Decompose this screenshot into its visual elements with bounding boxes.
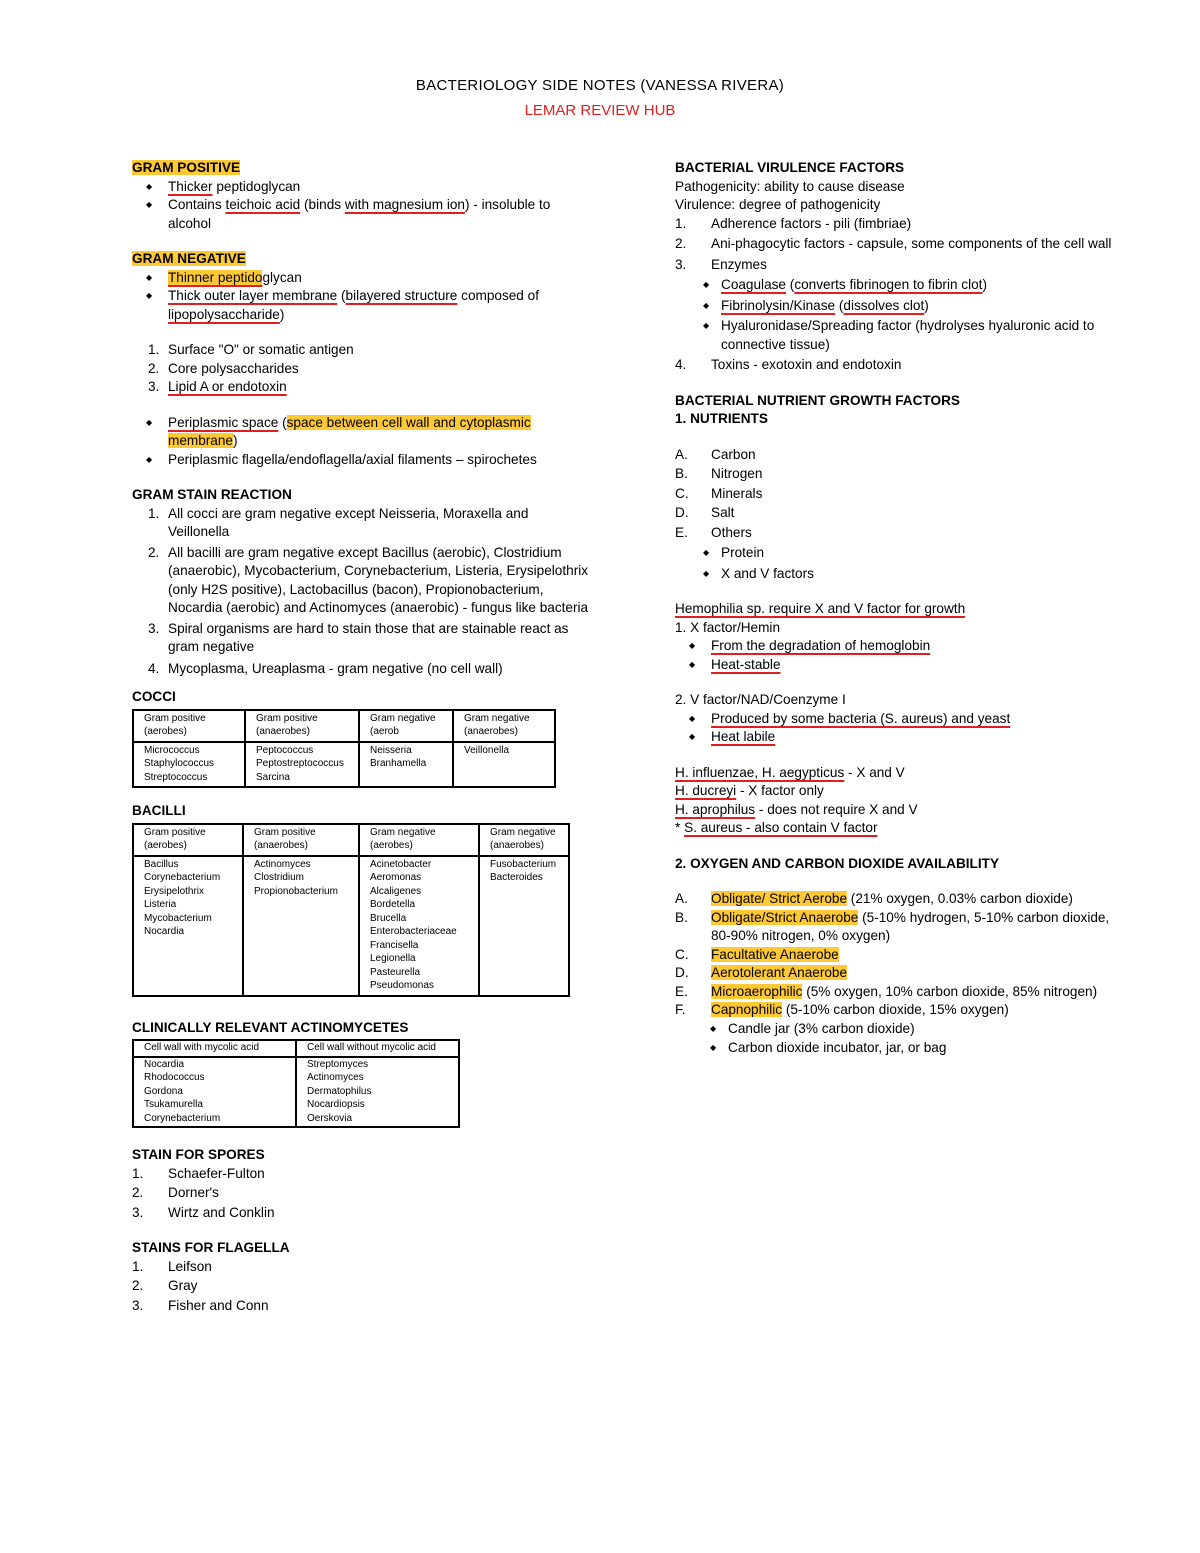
list-item: C. Facultative Anaerobe <box>675 946 839 962</box>
list-item: 2. Ani-phagocytic factors - capsule, some components of the cell wall <box>675 236 1112 251</box>
list-item: 4. Toxins - exotoxin and endotoxin <box>675 357 902 372</box>
list-item: 1. Surface "O" or somatic antigen <box>148 342 354 357</box>
list-item: D. Aerotolerant Anaerobe <box>675 965 848 980</box>
list-item: B. Nitrogen <box>675 466 763 481</box>
left-column <box>132 159 592 1315</box>
gram-negative-periplasm-list <box>132 414 592 470</box>
table-header-cell: Gram positive (aerobes) <box>133 824 243 856</box>
table-cell: Peptococcus Peptostreptococcus Sarcina <box>245 742 359 788</box>
list-item: ◆ Carbon dioxide incubator, jar, or bag <box>675 1039 1125 1058</box>
list-item: 1. All cocci are gram negative except Neisseria, Moraxella and Veillonella <box>148 505 529 539</box>
hemophilus-line: H. ducreyi - X factor only <box>675 783 824 798</box>
table-header-cell: Gram positive (anaerobes) <box>243 824 359 856</box>
oxygen-heading: 2. OXYGEN AND CARBON DIOXIDE AVAILABILITY <box>675 855 1000 871</box>
nutrients-list <box>675 446 1125 543</box>
table-cell: Neisseria Branhamella <box>359 742 453 788</box>
table-cell: Micrococcus Staphylococcus Streptococcus <box>133 742 245 788</box>
list-item: ◆ Produced by some bacteria (S. aureus) and yeast <box>675 710 1125 729</box>
list-item: F. Capnophilic (5-10% carbon dioxide, 15% oxygen) <box>675 1002 1009 1017</box>
list-item: 2. Core polysaccharides <box>148 360 299 376</box>
list-item: 1. Leifson <box>132 1258 212 1274</box>
list-item: 2. Gray <box>132 1278 198 1293</box>
gram-positive-list <box>132 178 592 234</box>
table-header-cell: Gram negative (aerob <box>359 710 453 742</box>
enzymes-list <box>675 276 1125 354</box>
bacilli-table <box>132 823 570 997</box>
list-item: 4. Mycoplasma, Ureaplasma - gram negative (no cell wall) <box>148 660 503 676</box>
list-item: ◆ Heat-stable <box>675 656 1125 675</box>
x-factor-list <box>675 637 1125 674</box>
list-item: ◆ Fibrinolysin/Kinase (dissolves clot) <box>675 297 1125 316</box>
list-item: 1. Adherence factors - pili (fimbriae) <box>675 215 912 231</box>
table-cell: Fusobacterium Bacteroides <box>479 856 569 996</box>
table-row <box>133 742 555 788</box>
table-header-cell: Gram positive (anaerobes) <box>245 710 359 742</box>
list-item: ◆ X and V factors <box>675 565 1125 584</box>
table-cell: Nocardia Rhodococcus Gordona Tsukamurella Corynebacterium <box>133 1057 296 1128</box>
gram-negative-components <box>132 341 592 397</box>
actinomycetes-table <box>132 1039 460 1128</box>
list-item: ◆ From the degradation of hemoglobin <box>675 637 1125 656</box>
list-item: ◆ Protein <box>675 544 1125 563</box>
list-item: ◆ Periplasmic flagella/endoflagella/axial filaments – spirochetes <box>132 451 592 470</box>
list-item: A. Carbon <box>675 446 756 462</box>
gram-stain-list <box>132 505 592 679</box>
table-header-cell: Gram negative (anaerobes) <box>479 824 569 856</box>
table-row <box>133 856 569 996</box>
hemophilus-line: H. influenzae, H. aegypticus - X and V <box>675 764 905 780</box>
v-factor-title: 2. V factor/NAD/Coenzyme I <box>675 692 846 707</box>
table-header-cell: Gram negative (aerobes) <box>359 824 479 856</box>
nutrient-subheading: 1. NUTRIENTS <box>675 411 768 426</box>
table-row <box>133 1040 459 1057</box>
list-item: 3. Spiral organisms are hard to stain those that are stainable react as gram negative <box>148 620 569 654</box>
table-cell: Streptomyces Actinomyces Dermatophilus Nocardiopsis Oerskovia <box>296 1057 459 1128</box>
hemophilus-line: H. aprophilus - does not require X and V <box>675 801 918 817</box>
table-row <box>133 824 569 856</box>
table-cell: Veillonella <box>453 742 555 788</box>
flagella-heading: STAINS FOR FLAGELLA <box>132 1240 290 1255</box>
page-title: BACTERIOLOGY SIDE NOTES (VANESSA RIVERA) <box>415 77 785 94</box>
list-item: A. Obligate/ Strict Aerobe (21% oxygen, 0.03% carbon dioxide) <box>675 891 1073 906</box>
flagella-list <box>132 1258 592 1316</box>
virulence-line: Virulence: degree of pathogenicity <box>675 197 881 212</box>
bacilli-label: BACILLI <box>132 803 186 818</box>
list-item: ◆ Thicker peptidoglycan <box>132 178 592 197</box>
list-item: ◆ Contains teichoic acid (binds with magnesium ion) - insoluble to alcohol <box>132 196 592 233</box>
list-item: 2. All bacilli are gram negative except Bacillus (aerobic), Clostridium (anaerobic), Mycobacterium, Corynebacterium, Listeria, Erysipelothrix (only H2S positive), Lactobacillus (bacon), Propionobacterium, Nocardia (aerobic) and Actinomyces (anaerobic) - fungus like bacteria <box>148 544 589 615</box>
list-item: ◆ Thick outer layer membrane (bilayered structure composed of lipopolysaccharide) <box>132 287 592 324</box>
gram-stain-heading: GRAM STAIN REACTION <box>132 487 292 502</box>
list-item: 3. Lipid A or endotoxin <box>148 379 287 394</box>
table-header-cell: Cell wall without mycolic acid <box>296 1040 459 1057</box>
oxygen-list <box>675 890 1125 1020</box>
hemophilia-title: Hemophilia sp. require X and V factor for growth <box>675 601 966 616</box>
list-item: ◆ Coagulase (converts fibrinogen to fibrin clot) <box>675 276 1125 295</box>
table-cell: Actinomyces Clostridium Propionobacterium <box>243 856 359 996</box>
list-item: B. Obligate/Strict Anaerobe (5-10% hydrogen, 5-10% carbon dioxide, 80-90% nitrogen, 0% oxygen) <box>675 909 1110 943</box>
list-item: E. Others <box>675 524 752 540</box>
list-item: ◆ Candle jar (3% carbon dioxide) <box>675 1020 1125 1039</box>
others-list <box>675 544 1125 583</box>
virulence-line: Pathogenicity: ability to cause disease <box>675 178 905 194</box>
actinomycetes-label: CLINICALLY RELEVANT ACTINOMYCETES <box>132 1019 409 1035</box>
page-subtitle: LEMAR REVIEW HUB <box>524 102 676 119</box>
table-cell: Bacillus Corynebacterium Erysipelothrix Listeria Mycobacterium Nocardia <box>133 856 243 996</box>
cocci-table <box>132 709 556 789</box>
table-cell: Acinetobacter Aeromonas Alcaligenes Bordetella Brucella Enterobacteriaceae Francisella Legionella Pasteurella Pseudomonas <box>359 856 479 996</box>
spores-heading: STAIN FOR SPORES <box>132 1147 265 1162</box>
list-item: 3. Fisher and Conn <box>132 1297 269 1313</box>
list-item: 3. Wirtz and Conklin <box>132 1204 275 1220</box>
table-header-cell: Cell wall with mycolic acid <box>133 1040 296 1057</box>
table-row <box>133 710 555 742</box>
list-item: 3. Enzymes ◆ Coagulase (converts fibrinogen to fibrin clot) ◆ Fibrinolysin/Kinase (dissolves clot) ◆ Hyaluronidase/Spreading factor (hydrolyses hyaluronic acid to connective tissue) <box>675 256 1125 355</box>
list-item: ◆ Thinner peptidoglycan <box>132 269 592 288</box>
list-item: ◆ Heat labile <box>675 728 1125 747</box>
gram-positive-heading: GRAM POSITIVE <box>132 160 241 175</box>
list-item: ◆ Hyaluronidase/Spreading factor (hydrolyses hyaluronic acid to connective tissue) <box>675 317 1125 354</box>
list-item: E. Microaerophilic (5% oxygen, 10% carbon dioxide, 85% nitrogen) <box>675 983 1098 999</box>
capnophilic-list <box>675 1020 1125 1058</box>
list-item: C. Minerals <box>675 485 763 501</box>
list-item: ◆ Periplasmic space (space between cell wall and cytoplasmic membrane) <box>132 414 592 451</box>
list-item: 2. Dorner's <box>132 1185 219 1200</box>
x-factor-title: 1. X factor/Hemin <box>675 619 781 635</box>
gram-negative-heading: GRAM NEGATIVE <box>132 251 246 266</box>
virulence-heading: BACTERIAL VIRULENCE FACTORS <box>675 160 905 175</box>
cocci-label: COCCI <box>132 689 176 704</box>
v-factor-list <box>675 710 1125 747</box>
spores-list <box>132 1165 592 1223</box>
table-header-cell: Gram negative (anaerobes) <box>453 710 555 742</box>
list-item: D. Salt <box>675 505 735 520</box>
hemophilus-line: * S. aureus - also contain V factor <box>675 820 878 835</box>
gram-negative-list <box>132 269 592 325</box>
table-row <box>133 1057 459 1128</box>
table-header-cell: Gram positive (aerobes) <box>133 710 245 742</box>
nutrient-heading: BACTERIAL NUTRIENT GROWTH FACTORS <box>675 392 960 408</box>
virulence-list <box>675 215 1125 375</box>
right-column <box>675 159 1125 1058</box>
list-item: 1. Schaefer-Fulton <box>132 1165 265 1181</box>
